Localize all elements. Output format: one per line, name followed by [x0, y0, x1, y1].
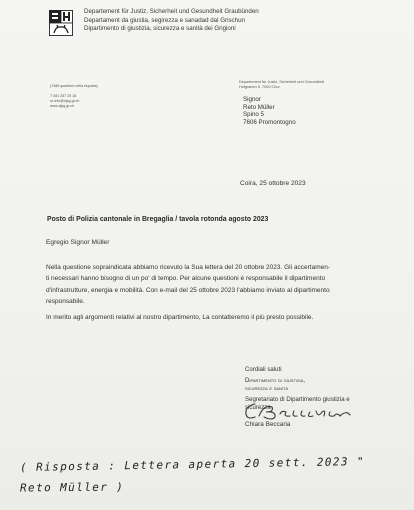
letterhead-line-de: Departement für Justiz, Sicherheit und Gesundheit Graubünden — [84, 8, 259, 15]
letterhead — [84, 8, 259, 34]
body-line: Nella questione sopraindicata abbiamo ricevuto la Sua lettera del 20 ottobre 2023. Gli accertamen- — [46, 264, 331, 271]
recipient-address — [243, 96, 296, 126]
body-line: d'infrastrutture, energia e mobilità. Con e-mail del 25 ottobre 2023 l'abbiamo inviato al dipartimento — [46, 286, 330, 294]
return-address-line1: Departement für Justiz, Sicherheit und Gesundheit — [239, 80, 325, 84]
handwritten-note-line1: ( Risposta : Lettera aperta 20 sett. 2023 " — [19, 454, 366, 475]
closing-role-line1: Segretariato di Dipartimento giustizia e — [245, 395, 350, 403]
closing-dept-line1: Dipartimento di giustizia, — [245, 377, 305, 385]
letterhead-line-rm: Departament da giustia, segirezza e sanadad dal Grischun — [84, 16, 245, 24]
sender-web: www.djsg.gr.ch — [50, 104, 74, 108]
sender-phone: T 081 257 25 18 — [50, 94, 77, 98]
body-line: ti necessari hanno bisogno di un po' di tempo. Per alcune questioni è responsabile il dipartimento — [46, 275, 326, 283]
recipient-salutation: Signor — [243, 96, 261, 103]
handwritten-note-line2: Reto Müller ) — [19, 480, 125, 495]
return-address — [239, 80, 324, 90]
recipient-street: Spino 5 — [243, 111, 264, 119]
letter-subject: Posto di Polizia cantonale in Bregaglia / tavola rotonda agosto 2023 — [47, 216, 269, 223]
recipient-name: Reto Müller — [243, 103, 275, 111]
closing-role-line2: sicurezza — [245, 403, 271, 411]
body-paragraph-2: In merito agli argomenti relativi al nostro dipartimento, La contatteremo il più presto possibile. — [46, 314, 314, 321]
closing-dept-line2: sicurezza e sanità — [245, 385, 289, 393]
recipient-city: 7606 Promontogno — [243, 118, 296, 126]
return-address-line2: Hofgraben 5, 7000 Chur — [239, 85, 280, 90]
sender-info — [50, 84, 98, 109]
closing-regards: Cordiali saluti — [245, 366, 282, 373]
sender-email: sc.info@djsg.gr.ch — [50, 99, 80, 103]
letter-date: Coira, 25 ottobre 2023 — [240, 180, 306, 187]
letter-greeting: Egregio Signor Müller — [46, 239, 110, 246]
canton-crest-icon — [49, 10, 73, 36]
body-line: responsabile. — [46, 297, 85, 305]
signer-name: Chiara Beccaria — [245, 421, 291, 428]
sender-abbrev: (7486 quartiere nella risposta) — [50, 84, 98, 88]
body-paragraph-1 — [46, 262, 386, 307]
letterhead-line-it: Dipartimento di giustizia, sicurezza e sanità dei Grigioni — [84, 25, 236, 33]
